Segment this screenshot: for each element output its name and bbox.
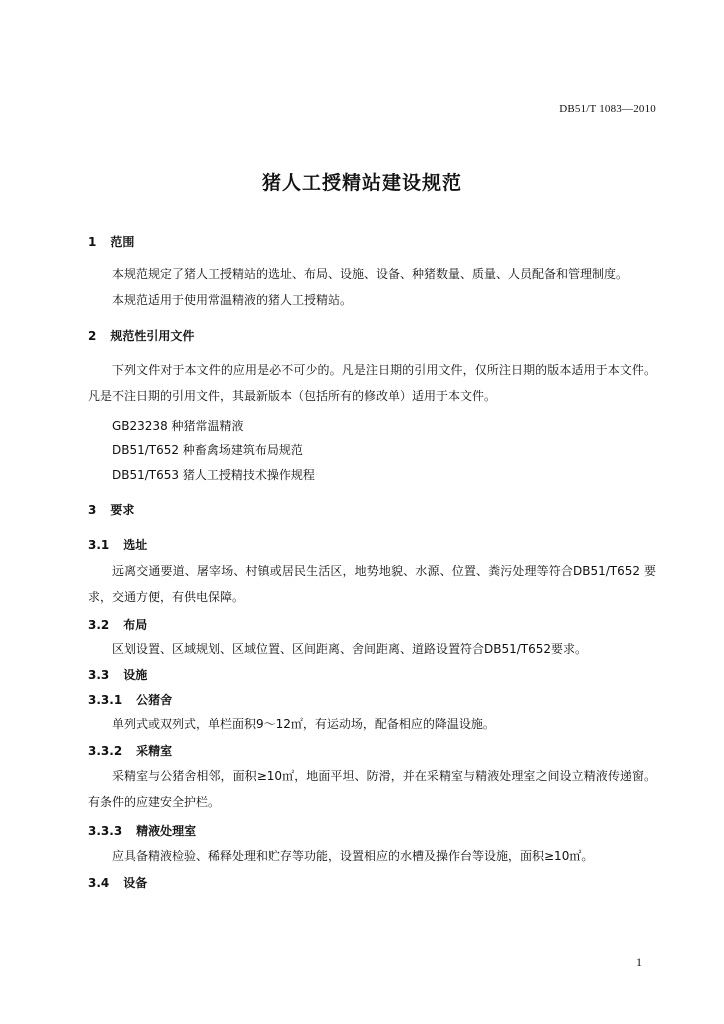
section-number: 3.3.3 — [88, 824, 123, 838]
document-title: 猪人工授精站建设规范 — [261, 172, 462, 194]
section-title: 要求 — [110, 503, 135, 517]
section-number: 3.4 — [88, 876, 110, 890]
section-number: 3 — [88, 503, 97, 517]
paragraph: 应具备精液检验、稀释处理和贮存等功能，设置相应的水槽及操作台等设施，面积≥10㎡。 — [112, 849, 594, 863]
section-title: 选址 — [123, 538, 148, 552]
subsection-3-4-heading — [88, 875, 656, 891]
standard-code: DB51/T 1083—2010 — [559, 103, 656, 115]
section-title: 布局 — [123, 618, 148, 632]
page-number: 1 — [636, 955, 642, 969]
paragraph: 本规范适用于使用常温精液的猪人工授精站。 — [112, 293, 353, 307]
section-3-heading — [88, 502, 656, 518]
section-number: 2 — [88, 329, 97, 343]
subsection-3-3-1-heading — [88, 692, 656, 708]
section-title: 采精室 — [136, 744, 173, 758]
section-title: 设施 — [123, 668, 148, 682]
section-1-heading — [88, 234, 656, 250]
paragraph: 区划设置、区域规划、区域位置、区间距离、舍间距离、道路设置符合DB51/T652要求。 — [112, 642, 588, 656]
reference-item: DB51/T653 猪人工授精技术操作规程 — [112, 468, 315, 482]
section-title: 范围 — [110, 235, 135, 249]
section-number: 1 — [88, 235, 97, 249]
section-number: 3.3.1 — [88, 693, 123, 707]
section-number: 3.3 — [88, 668, 110, 682]
section-number: 3.1 — [88, 538, 110, 552]
section-number: 3.2 — [88, 618, 110, 632]
paragraph: 单列式或双列式，单栏面积9～12㎡，有运动场，配备相应的降温设施。 — [112, 717, 495, 731]
paragraph: 下列文件对于本文件的应用是必不可少的。凡是注日期的引用文件，仅所注日期的版本适用于本文件。凡是不注日期的引用文件，其最新版本（包括所有的修改单）适用于本文件。 — [88, 363, 656, 403]
reference-item: GB23238 种猪常温精液 — [112, 419, 244, 433]
subsection-3-3-heading — [88, 667, 656, 683]
section-title: 规范性引用文件 — [110, 329, 195, 343]
paragraph: 采精室与公猪舍相邻，面积≥10㎡，地面平坦、防滑，并在采精室与精液处理室之间设立精液传递窗。有条件的应建安全护栏。 — [88, 769, 656, 809]
paragraph: 本规范规定了猪人工授精站的选址、布局、设施、设备、种猪数量、质量、人员配备和管理制度。 — [112, 267, 629, 281]
subsection-3-1-heading — [88, 537, 656, 553]
section-title: 精液处理室 — [136, 824, 197, 838]
section-number: 3.3.2 — [88, 744, 123, 758]
section-2-heading — [88, 328, 656, 344]
subsection-3-2-heading — [88, 617, 656, 633]
reference-item: DB51/T652 种畜禽场建筑布局规范 — [112, 443, 303, 457]
paragraph: 远离交通要道、屠宰场、村镇或居民生活区，地势地貌、水源、位置、粪污处理等符合DB51/T652 要求，交通方便，有供电保障。 — [88, 564, 656, 604]
section-title: 公猪舍 — [136, 693, 173, 707]
subsection-3-3-3-heading — [88, 823, 656, 839]
section-title: 设备 — [123, 876, 148, 890]
subsection-3-3-2-heading — [88, 743, 656, 759]
